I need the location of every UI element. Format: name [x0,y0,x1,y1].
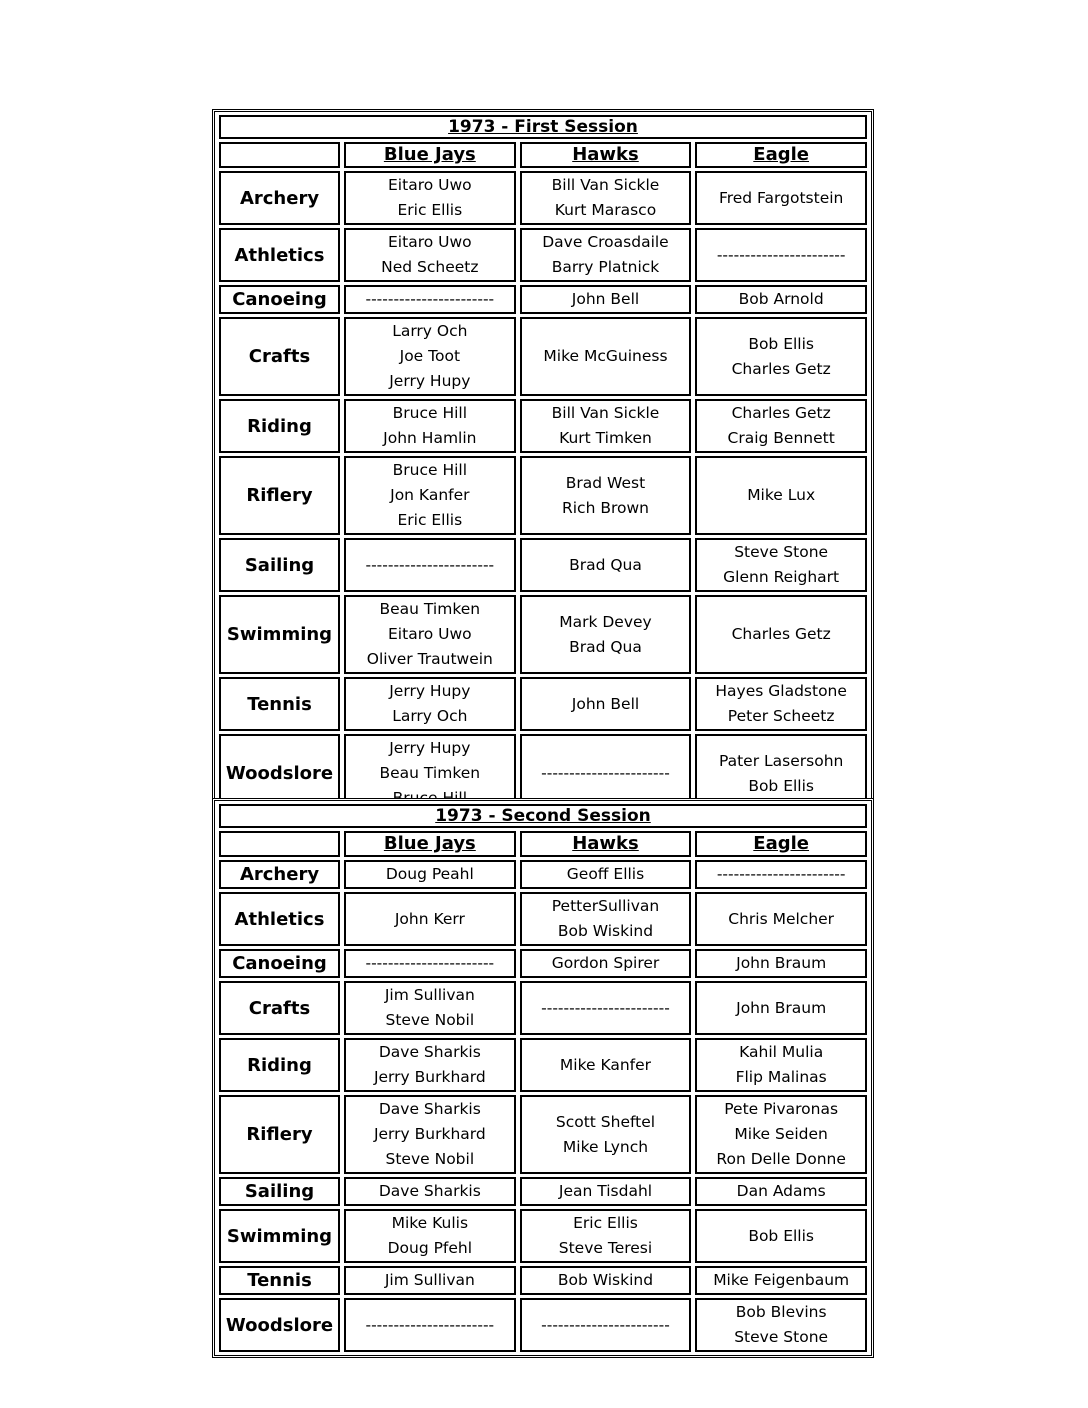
camper-name: Dave Sharkis [378,1043,481,1061]
roster-cell [344,860,516,889]
camper-name: Mike McGuiness [543,347,668,365]
camper-name: Charles Getz [731,359,831,378]
activity-row [219,595,867,674]
camper-name: Eitaro Uwo [388,176,472,194]
camper-name: Jerry Hupy [389,682,471,700]
roster-cell [695,456,867,535]
camper-name: Scott Sheftel [555,1112,656,1131]
roster-cell [520,399,692,453]
camper-name: ----------------------- [541,998,670,1017]
camper-name: Dave Sharkis [378,1182,481,1200]
camper-name: Fred Fargotstein [718,188,844,207]
activity-name: Tennis [219,677,340,731]
roster-cell [695,892,867,946]
activity-name: Archery [219,171,340,225]
roster-cell [344,1298,516,1352]
camper-name: Larry Och [392,322,468,340]
roster-cell [520,1209,692,1263]
roster-cell [695,228,867,282]
camper-name: Bob Wiskind [557,1271,654,1289]
camper-name: ----------------------- [365,555,495,574]
camper-name: Peter Scheetz [727,707,835,725]
camper-name: Steve Stone [734,543,829,561]
activity-row [219,1095,867,1174]
activity-row [219,285,867,314]
camper-name: ----------------------- [365,954,495,972]
camper-name: Craig Bennett [727,429,835,447]
camper-name: Bob Blevins [735,1303,827,1321]
activity-name: Crafts [219,317,340,396]
camper-name: Mike Feigenbaum [713,1271,850,1289]
activity-name: Riding [219,399,340,453]
camper-name: PetterSullivan [551,897,660,915]
header-row [219,142,867,168]
header-blank-cell [219,831,340,857]
camper-name: Mike Seiden [734,1125,828,1143]
camper-name: Chris Melcher [728,909,835,928]
activity-name: Sailing [219,538,340,592]
first-session-table [212,109,874,819]
column-header: Eagle [695,831,867,857]
camper-name: Bob Ellis [748,334,814,353]
camper-name: Dan Adams [736,1182,826,1200]
camper-name: Larry Och [392,707,468,725]
camper-name: Mike Lynch [562,1137,649,1156]
camper-name: Pater Lasersohn [718,751,844,770]
roster-cell [695,981,867,1035]
roster-cell [344,1209,516,1263]
activity-row [219,1177,867,1206]
camper-name: Rich Brown [561,498,649,517]
roster-cell [695,399,867,453]
camper-name: Barry Platnick [551,258,660,276]
camper-name: Gordon Spirer [551,954,660,972]
camper-name: ----------------------- [716,865,846,883]
roster-cell [344,171,516,225]
activity-row [219,538,867,592]
activity-row [219,456,867,535]
camper-name: Eric Ellis [397,511,463,529]
roster-cell [695,1038,867,1092]
activity-name: Swimming [219,595,340,674]
camper-name: ----------------------- [541,764,670,782]
session-title: 1973 - Second Session [219,804,867,828]
camper-name: Dave Croasdaile [542,233,669,251]
activity-name: Athletics [219,892,340,946]
camper-name: Oliver Trautwein [366,650,493,668]
camper-name: Bill Van Sickle [551,404,660,422]
title-row [219,115,867,139]
activity-row [219,228,867,282]
activity-name: Riding [219,1038,340,1092]
roster-cell [520,1038,692,1092]
camper-name: Flip Malinas [735,1068,827,1086]
roster-cell [344,456,516,535]
camper-name: Ned Scheetz [381,258,479,276]
roster-cell [695,171,867,225]
activity-name: Tennis [219,1266,340,1295]
activity-row [219,892,867,946]
activity-name: Athletics [219,228,340,282]
roster-cell [695,949,867,978]
roster-cell [520,677,692,731]
activity-row [219,860,867,889]
camper-name: Bob Ellis [748,776,814,795]
activity-name: Swimming [219,1209,340,1263]
camper-name: Mark Devey [559,612,652,631]
camper-name: Steve Stone [734,1328,829,1346]
activity-name: Woodslore [219,1298,340,1352]
camper-name: Bob Wiskind [557,922,654,940]
camper-name: ----------------------- [541,1315,670,1334]
camper-name: John Kerr [394,909,465,928]
camper-name: Eric Ellis [397,201,463,219]
activity-name: Sailing [219,1177,340,1206]
camper-name: Steve Nobil [385,1150,475,1168]
second-session-table [212,798,874,1358]
camper-name: John Bell [571,290,640,308]
roster-cell [695,677,867,731]
roster-cell [520,1266,692,1295]
activity-row [219,981,867,1035]
camper-name: Geoff Ellis [566,865,645,883]
camper-name: Eitaro Uwo [388,625,472,643]
camper-name: ----------------------- [365,290,495,308]
camper-name: Charles Getz [731,404,831,422]
roster-cell [520,1177,692,1206]
roster-cell [520,285,692,314]
roster-cell [344,1095,516,1174]
roster-cell [344,1038,516,1092]
activity-name: Canoeing [219,285,340,314]
roster-cell [520,860,692,889]
roster-cell [695,860,867,889]
camper-name: Eitaro Uwo [388,233,472,251]
roster-cell [344,949,516,978]
camper-name: Hayes Gladstone [715,682,847,700]
column-header: Blue Jays [344,142,516,168]
roster-cell [344,1177,516,1206]
camper-name: Beau Timken [379,600,481,618]
roster-cell [695,595,867,674]
activity-row [219,1266,867,1295]
activity-row [219,171,867,225]
camper-name: Mike Kanfer [559,1055,652,1074]
roster-cell [520,1095,692,1174]
camper-name: Bill Van Sickle [551,176,660,194]
column-header: Blue Jays [344,831,516,857]
roster-cell [695,1209,867,1263]
camper-name: Jon Kanfer [390,486,470,504]
roster-cell [520,228,692,282]
roster-cell [520,538,692,592]
roster-cell [344,317,516,396]
camper-name: John Braum [736,998,827,1017]
camper-name: ----------------------- [365,1315,495,1334]
camper-name: John Braum [736,954,827,972]
camper-name: Brad Qua [569,637,642,656]
activity-row [219,1038,867,1092]
roster-cell [520,1298,692,1352]
camper-name: Doug Peahl [385,865,474,883]
camper-name: Bruce Hill [392,461,468,479]
roster-cell [344,538,516,592]
camper-name: Kurt Timken [559,429,652,447]
activity-name: Riflery [219,456,340,535]
header-row [219,831,867,857]
roster-cell [344,228,516,282]
camper-name: Brad Qua [569,555,642,574]
activity-row [219,1298,867,1352]
roster-table [215,801,871,1355]
camper-name: Kahil Mulia [739,1043,824,1061]
camper-name: Charles Getz [731,625,831,643]
camper-name: Glenn Reighart [723,568,840,586]
roster-cell [520,949,692,978]
camper-name: Jean Tisdahl [558,1182,653,1200]
roster-cell [695,317,867,396]
camper-name: Steve Nobil [385,1011,475,1029]
camper-name: Mike Kulis [391,1214,469,1232]
roster-cell [344,892,516,946]
camper-name: Beau Timken [379,764,481,782]
activity-name: Canoeing [219,949,340,978]
camper-name: Mike Lux [747,486,816,504]
camper-name: Jim Sullivan [384,1271,475,1289]
activity-row [219,317,867,396]
activity-row [219,399,867,453]
activity-name: Riflery [219,1095,340,1174]
activity-name: Crafts [219,981,340,1035]
camper-name: John Bell [571,694,640,713]
roster-cell [695,1266,867,1295]
camper-name: Jerry Hupy [389,739,471,757]
activity-row [219,1209,867,1263]
camper-name: Steve Teresi [558,1239,653,1257]
column-header: Eagle [695,142,867,168]
camper-name: Bob Ellis [748,1226,814,1245]
camper-name: Bob Arnold [738,290,824,308]
roster-cell [520,595,692,674]
camper-name: ----------------------- [716,245,846,264]
roster-cell [520,317,692,396]
roster-cell [520,981,692,1035]
roster-cell [344,1266,516,1295]
roster-cell [344,399,516,453]
roster-cell [520,456,692,535]
roster-cell [695,285,867,314]
title-row [219,804,867,828]
activity-name: Woodslore [219,734,340,813]
camper-name: John Hamlin [383,429,477,447]
roster-cell [520,171,692,225]
camper-name: Jerry Burkhard [373,1068,486,1086]
camper-name: Jerry Hupy [389,372,471,390]
camper-name: Joe Toot [399,347,461,365]
camper-name: Eric Ellis [573,1214,638,1232]
camper-name: Bruce Hill [392,404,468,422]
camper-name: Ron Delle Donne [716,1150,846,1168]
roster-cell [695,1095,867,1174]
activity-name: Archery [219,860,340,889]
roster-cell [520,892,692,946]
roster-cell [695,1298,867,1352]
roster-cell [344,595,516,674]
roster-cell [344,285,516,314]
roster-cell [695,538,867,592]
camper-name: Dave Sharkis [378,1100,481,1118]
session-title: 1973 - First Session [219,115,867,139]
roster-cell [695,1177,867,1206]
camper-name: Jerry Burkhard [373,1125,486,1143]
roster-table [215,112,871,816]
camper-name: Jim Sullivan [384,986,475,1004]
column-header: Hawks [520,142,692,168]
roster-cell [344,677,516,731]
camper-name: Doug Pfehl [387,1239,473,1257]
camper-name: Pete Pivaronas [724,1100,839,1118]
camper-name: Brad West [565,473,646,492]
column-header: Hawks [520,831,692,857]
activity-row [219,677,867,731]
roster-cell [344,981,516,1035]
header-blank-cell [219,142,340,168]
camper-name: Kurt Marasco [554,201,657,219]
activity-row [219,949,867,978]
